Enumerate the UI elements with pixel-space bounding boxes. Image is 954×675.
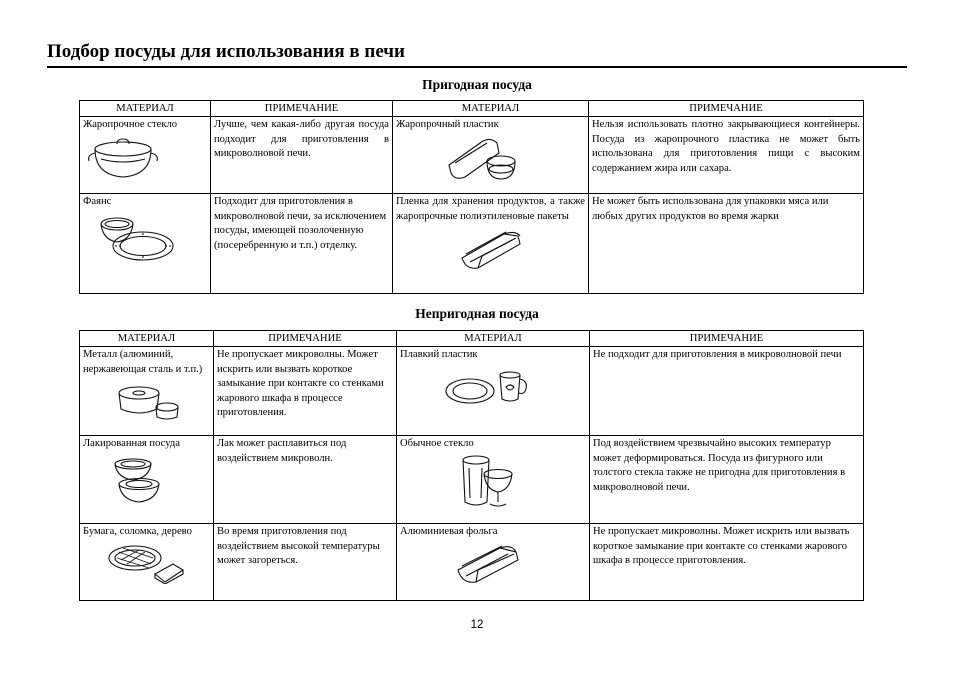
note-cell: Не подходит для приготовления в микроволновой печи	[590, 347, 864, 436]
title-rule	[47, 66, 907, 68]
material-label: Жаропрочный пластик	[396, 119, 499, 130]
plastic-plate-cup-icon	[442, 365, 532, 409]
table-row	[80, 117, 864, 194]
wicker-basket-icon	[107, 542, 187, 584]
header-material: МАТЕРИАЛ	[393, 101, 589, 117]
material-cell	[80, 194, 211, 294]
material-cell	[80, 436, 214, 524]
header-material: МАТЕРИАЛ	[397, 331, 590, 347]
material-label: Пленка для хранения продуктов, а также жаропрочные полиэтиленовые пакеты	[396, 196, 585, 222]
plastic-containers-icon	[441, 135, 521, 185]
note-cell: Лак может расплавиться под воздействием микроволн.	[214, 436, 397, 524]
suitable-heading: Пригодная посуда	[422, 77, 532, 92]
note-cell: Во время приготовления под воздействием высокой температуры может загореться.	[214, 524, 397, 601]
table-row	[80, 524, 864, 601]
header-material: МАТЕРИАЛ	[80, 101, 211, 117]
suitable-table	[79, 100, 864, 294]
glass-casserole-icon	[83, 135, 163, 183]
table-row	[80, 347, 864, 436]
aluminium-foil-icon	[454, 542, 524, 588]
ordinary-glass-icon	[456, 454, 516, 512]
header-note: ПРИМЕЧАНИЕ	[590, 331, 864, 347]
header-note: ПРИМЕЧАНИЕ	[589, 101, 864, 117]
table-row	[80, 194, 864, 294]
material-label: Фаянс	[83, 196, 112, 207]
note-cell: Не может быть использована для упаковки мяса или любых других продуктов во время жарки	[589, 194, 864, 294]
material-label: Металл (алюминий, нержавеющая сталь и т.п.)	[83, 349, 203, 375]
material-cell	[80, 524, 214, 601]
material-label: Обычное стекло	[400, 438, 474, 449]
material-label: Жаропрочное стекло	[83, 119, 178, 130]
note-cell: Под воздействием чрезвычайно высоких температур может деформироваться. Посуда из фигурного или толстого стекла также не пригодна для приготовления в микроволновой печи.	[590, 436, 864, 524]
material-label: Лакированная посуда	[83, 438, 180, 449]
material-cell	[397, 524, 590, 601]
material-label: Бумага, соломка, дерево	[83, 526, 192, 537]
material-cell	[393, 117, 589, 194]
note-cell: Лучше, чем какая-либо другая посуда подходит для приготовления в микроволновой печи.	[211, 117, 393, 194]
table-header-row	[80, 101, 864, 117]
unsuitable-table	[79, 330, 864, 601]
faience-bowl-plate-icon	[95, 212, 175, 264]
note-cell: Нельзя использовать плотно закрывающиеся контейнеры. Посуда из жаропрочного пластика не может быть использована для приготовления пищи с высоким содержанием жира или сахара.	[589, 117, 864, 194]
material-cell	[80, 117, 211, 194]
note-cell: Не пропускает микроволны. Может искрить или вызвать короткое замыкание при контакте со стенками жарового шкафа в процессе приготовления.	[590, 524, 864, 601]
page-number: 12	[470, 619, 484, 631]
unsuitable-heading: Непригодная посуда	[415, 306, 539, 321]
note-cell: Подходит для приготовления в микроволновой печи, за исключением посуды, имеющей позолоченную (посеребренную и т.п.) отделку.	[211, 194, 393, 294]
header-material: МАТЕРИАЛ	[80, 331, 214, 347]
material-label: Алюминиевая фольга	[400, 526, 498, 537]
table-row	[80, 436, 864, 524]
lacquered-bowls-icon	[109, 454, 169, 506]
table-header-row	[80, 331, 864, 347]
material-cell	[397, 436, 590, 524]
page-title: Подбор посуды для использования в печи	[47, 41, 405, 62]
food-wrap-icon	[456, 226, 526, 272]
metal-cookware-icon	[113, 379, 183, 423]
material-cell	[80, 347, 214, 436]
header-note: ПРИМЕЧАНИЕ	[211, 101, 393, 117]
material-label: Плавкий пластик	[400, 349, 478, 360]
material-cell	[397, 347, 590, 436]
header-note: ПРИМЕЧАНИЕ	[214, 331, 397, 347]
note-cell: Не пропускает микроволны. Может искрить или вызвать короткое замыкание при контакте со стенками жарового шкафа в процессе приготовления.	[214, 347, 397, 436]
material-cell	[393, 194, 589, 294]
